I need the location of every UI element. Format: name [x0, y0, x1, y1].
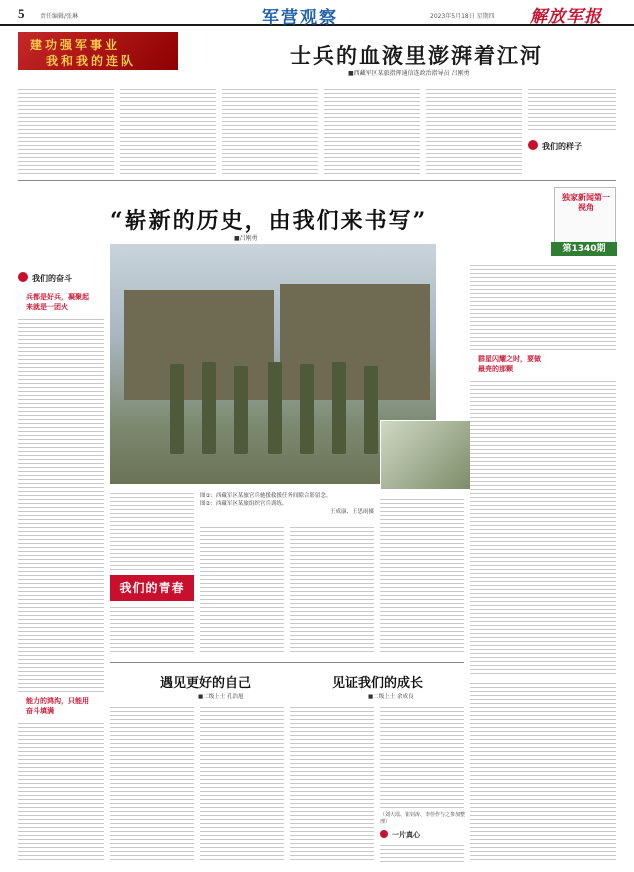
- closing-section-title: 一片真心: [392, 831, 420, 839]
- bottom-left-title: 遇见更好的自己: [160, 676, 252, 691]
- right-column-body-3: [470, 680, 616, 862]
- bottom-left-body-1: [110, 704, 194, 862]
- bottom-right-byline: ■二级上士 余成良: [368, 694, 414, 700]
- subheading-1-line-1: 兵都是好兵，凝聚起: [26, 293, 89, 301]
- main-article-title: “崭新的历史，由我们来书写”: [110, 208, 428, 234]
- edition-editor: 责任编辑/张琳: [40, 13, 79, 20]
- section-marker-icon: [380, 830, 388, 838]
- banner-line-1: 建功强军事业: [30, 38, 121, 52]
- section-marker-icon: [528, 140, 538, 150]
- photo-credit: 王成康、王思雨摄: [330, 509, 375, 515]
- exclusive-news-title: 独家新闻第一视角: [562, 193, 610, 212]
- main-body-col-1: [200, 524, 284, 652]
- photo-side-column: [110, 490, 194, 570]
- photo-caption: 图①：西藏军区某旅官兵驰援救援任务间隙合影留念。图②：西藏军区某旅组织官兵训练。: [200, 493, 332, 507]
- right-subheading-line-1: 群星闪耀之时，要做: [478, 355, 541, 363]
- closing-body: [380, 842, 464, 862]
- inset-photo-training: [380, 420, 476, 490]
- right-column-body-1: [470, 262, 616, 350]
- newspaper-logo: 解放军报: [530, 7, 602, 27]
- top-article-body-col-4: [324, 86, 420, 174]
- section-marker-icon: [18, 272, 28, 282]
- divider: [18, 180, 616, 181]
- author-note: （刘大瑶、崔钊涛、李佳作与之参加整理）: [380, 812, 466, 825]
- page-number: 5: [18, 6, 25, 21]
- left-column-body: [18, 316, 104, 692]
- subheading-2-line-1: 能力的鸿沟，只能用: [26, 697, 89, 705]
- bottom-left-byline: ■二级上士 孔浩旭: [198, 694, 244, 700]
- issue-date: 2023年5月18日 星期四: [430, 13, 495, 20]
- issue-number-label: 第1340期: [551, 242, 617, 256]
- main-body-col-3: [380, 496, 464, 652]
- bottom-right-title: 见证我们的成长: [332, 676, 424, 691]
- top-article-body-col-5: [426, 86, 522, 174]
- main-article-byline: ■吕刚勇: [234, 235, 258, 242]
- section-title: 军营观察: [262, 8, 338, 28]
- youth-section-label: 我们的青春: [110, 575, 194, 601]
- top-article-body-col-1: [18, 86, 114, 174]
- divider: [110, 662, 464, 663]
- left-section-title: 我们的奋斗: [32, 274, 72, 283]
- left-column-body-2: [18, 720, 104, 860]
- top-article-body-col-3: [222, 86, 318, 174]
- banner-line-2: 我和我的连队: [46, 54, 137, 68]
- subheading-1-line-2: 来就是一团火: [26, 303, 68, 311]
- bottom-right-body-2: [380, 704, 464, 808]
- top-article-byline: ■西藏军区某旅指挥通信连政治指导员 吕刚勇: [348, 70, 470, 77]
- main-body-col-2: [290, 524, 374, 652]
- top-article-title: 士兵的血液里澎湃着江河: [290, 43, 543, 68]
- right-subheading-line-2: 最亮的那颗: [478, 365, 513, 373]
- right-column-body-2: [470, 378, 616, 674]
- subheading-2-line-2: 奋斗填满: [26, 707, 54, 715]
- bottom-right-body-1: [290, 704, 374, 862]
- right-section-title: 我们的样子: [542, 142, 582, 151]
- bottom-left-body-2: [200, 704, 284, 862]
- top-article-body-col-6: [528, 86, 616, 132]
- main-body-col-4: [110, 604, 194, 652]
- top-article-body-col-2: [120, 86, 216, 174]
